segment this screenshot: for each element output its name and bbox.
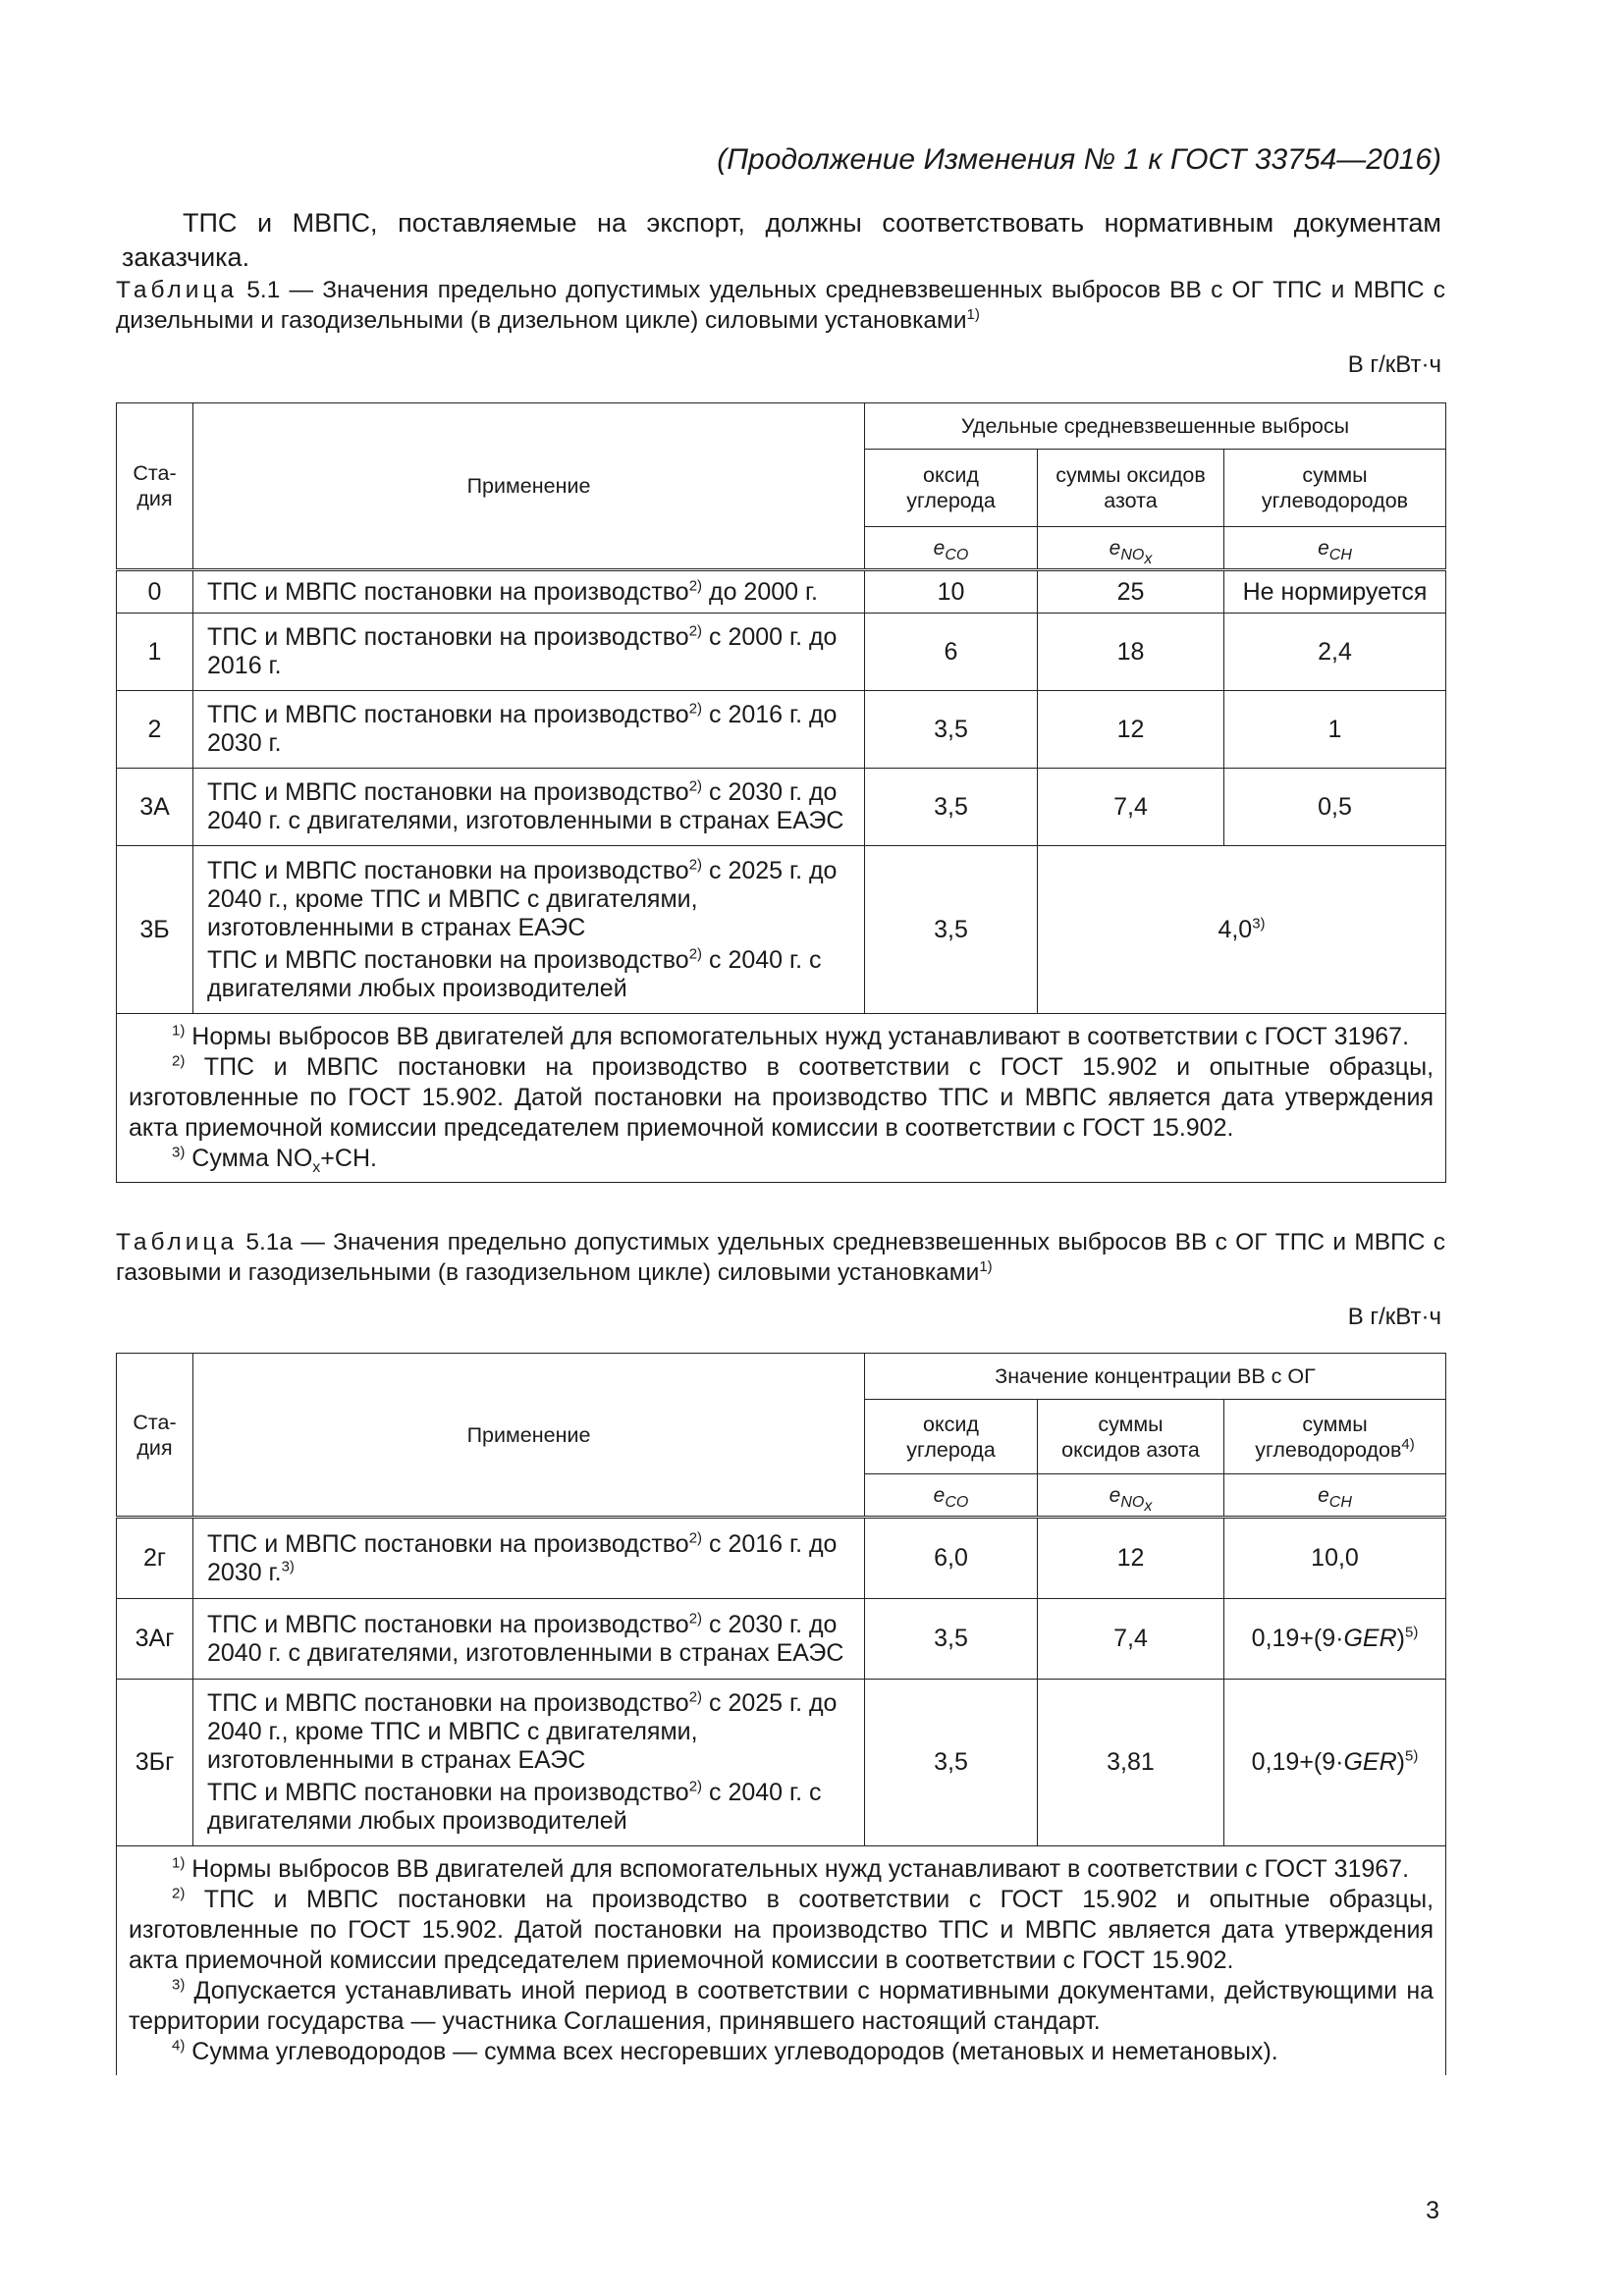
running-header: (Продолжение Изменения № 1 к ГОСТ 33754—2016) xyxy=(717,143,1441,176)
co-cell: 3,5 xyxy=(865,1599,1038,1680)
col-header-application: Применение xyxy=(193,403,865,570)
table-5-1 xyxy=(116,402,1446,1183)
table-row xyxy=(117,846,1446,1014)
col-header-group: Значение концентрации ВВ с ОГ xyxy=(865,1354,1446,1400)
col-header-co: оксид углерода xyxy=(865,1400,1038,1474)
co-cell: 6 xyxy=(865,614,1038,691)
table-5-1-caption: Таблица 5.1 — Значения предельно допустимых удельных средневзвешенных выбросов ВВ с ОГ ТПС и МВПС с дизельными и газодизельными (в дизельном цикле) силовыми установками$^{1)}$ xyxy=(116,277,1445,334)
application-cell: ТПС и МВПС постановки на производство$^{2)}$ до 2000 г. xyxy=(193,570,865,614)
footnote-1: $^{1)}$ Нормы выбросов ВВ двигателей для вспомогательных нужд устанавливают в соответствии с ГОСТ 31967. xyxy=(172,1854,1410,1883)
footnote-4: $^{4)}$ Сумма углеводородов — сумма всех несгоревших углеводородов (метановых и неметановых). xyxy=(172,2037,1278,2065)
table-row xyxy=(117,614,1446,691)
table-row xyxy=(117,1599,1446,1680)
table-row xyxy=(117,570,1446,614)
application-cell: ТПС и МВПС постановки на производство$^{2)}$ с 2025 г. до 2040 г., кроме ТПС и МВПС с двигателями, изготовленными в странах ЕАЭС ТПС и МВПС постановки на производство$^{2)}$ с 2040 г. с двигателями любых производителей xyxy=(193,846,865,1014)
ch-cell: 0,5 xyxy=(1224,769,1446,846)
application-cell: ТПС и МВПС постановки на производство$^{2)}$ с 2016 г. до 2030 г. xyxy=(193,691,865,769)
col-header-co: оксид углерода xyxy=(865,450,1038,527)
ch-cell: 10,0 xyxy=(1224,1518,1446,1599)
col-header-application: Применение xyxy=(193,1354,865,1518)
table-footnotes xyxy=(117,1846,1446,2076)
nox-cell: 7,4 xyxy=(1038,769,1224,846)
symbol-eco: $e_{CO}$ xyxy=(865,527,1038,570)
ch-cell: 2,4 xyxy=(1224,614,1446,691)
application-cell: ТПС и МВПС постановки на производство$^{2)}$ с 2030 г. до 2040 г. с двигателями, изготовленными в странах ЕАЭС xyxy=(193,1599,865,1680)
nox-cell: 12 xyxy=(1038,691,1224,769)
footnote-3: $^{3)}$ Сумма $NO_x+CH$. xyxy=(172,1144,377,1176)
co-cell: 3,5 xyxy=(865,1680,1038,1846)
co-cell: 3,5 xyxy=(865,769,1038,846)
col-header-stage: Ста- дия xyxy=(117,1354,193,1518)
nox-cell: 3,81 xyxy=(1038,1680,1224,1846)
ch-cell: Не нормируется xyxy=(1224,570,1446,614)
symbol-enox: $e_{NO_x}$ xyxy=(1038,527,1224,570)
col-header-group: Удельные средневзвешенные выбросы xyxy=(865,403,1446,450)
table-row xyxy=(117,769,1446,846)
symbol-ech: $e_{CH}$ xyxy=(1224,527,1446,570)
co-cell: 3,5 xyxy=(865,846,1038,1014)
col-header-nox: суммы оксидов азота xyxy=(1038,1400,1224,1474)
stage-cell: 3А xyxy=(117,769,193,846)
ch-cell: $0,19+(9\cdot GER)^{5)}$ xyxy=(1224,1680,1446,1846)
merged-nox-ch-cell: 4,0$^{3)}$ xyxy=(1038,846,1446,1014)
stage-cell: 3Бг xyxy=(117,1680,193,1846)
application-cell: ТПС и МВПС постановки на производство$^{2)}$ с 2030 г. до 2040 г. с двигателями, изготовленными в странах ЕАЭС xyxy=(193,769,865,846)
intro-paragraph: ТПС и МВПС, поставляемые на экспорт, должны соответствовать нормативным документам заказчика. xyxy=(122,208,1441,272)
page-number: 3 xyxy=(1426,2197,1439,2224)
col-header-nox: суммы оксидов азота xyxy=(1038,450,1224,527)
nox-cell: 18 xyxy=(1038,614,1224,691)
application-cell: ТПС и МВПС постановки на производство$^{2)}$ с 2000 г. до 2016 г. xyxy=(193,614,865,691)
symbol-eco: $e_{CO}$ xyxy=(865,1474,1038,1518)
stage-cell: 2г xyxy=(117,1518,193,1599)
stage-cell: 0 xyxy=(117,570,193,614)
footnote-2: $^{2)}$ ТПС и МВПС постановки на производство в соответствии с ГОСТ 15.902 и опытные образцы, изготовленные по ГОСТ 15.902. Датой постановки на производство ТПС и МВПС является дата утверждения акта приемочной комиссии председателем приемочной комиссии в соответствии с ГОСТ 15.902. xyxy=(129,1885,1435,1974)
table-5-1a-unit: В г/кВт·ч xyxy=(1347,1304,1441,1330)
col-header-ch: суммы углеводородов xyxy=(1224,450,1446,527)
table-row xyxy=(117,1518,1446,1599)
footnote-3: $^{3)}$ Допускается устанавливать иной период в соответствии с нормативными документами, действующими на территории государства — участника Соглашения, принявшего настоящий стандарт. xyxy=(129,1976,1435,2035)
table-5-1a-caption: Таблица 5.1а — Значения предельно допустимых удельных средневзвешенных выбросов ВВ с ОГ ТПС и МВПС с газовыми и газодизельными (в газодизельном цикле) силовыми установками$^{1)}$ xyxy=(116,1229,1445,1286)
table-5-1-unit: В г/кВт·ч xyxy=(1347,351,1441,378)
table-row xyxy=(117,691,1446,769)
stage-cell: 3Б xyxy=(117,846,193,1014)
col-header-ch: суммы углеводородов$^{4)}$ xyxy=(1224,1400,1446,1474)
footnote-2: $^{2)}$ ТПС и МВПС постановки на производство в соответствии с ГОСТ 15.902 и опытные образцы, изготовленные по ГОСТ 15.902. Датой постановки на производство ТПС и МВПС является дата утверждения акта приемочной комиссии председателем приемочной комиссии в соответствии с ГОСТ 15.902. xyxy=(129,1052,1435,1142)
application-cell: ТПС и МВПС постановки на производство$^{2)}$ с 2025 г. до 2040 г., кроме ТПС и МВПС с двигателями, изготовленными в странах ЕАЭС ТПС и МВПС постановки на производство$^{2)}$ с 2040 г. с двигателями любых производителей xyxy=(193,1680,865,1846)
stage-cell: 3Аг xyxy=(117,1599,193,1680)
table-footnotes xyxy=(117,1014,1446,1183)
ch-cell: $0,19+(9\cdot GER)^{5)}$ xyxy=(1224,1599,1446,1680)
symbol-ech: $e_{CH}$ xyxy=(1224,1474,1446,1518)
nox-cell: 25 xyxy=(1038,570,1224,614)
ch-cell: 1 xyxy=(1224,691,1446,769)
symbol-enox: $e_{NO_x}$ xyxy=(1038,1474,1224,1518)
co-cell: 3,5 xyxy=(865,691,1038,769)
nox-cell: 7,4 xyxy=(1038,1599,1224,1680)
stage-cell: 1 xyxy=(117,614,193,691)
co-cell: 10 xyxy=(865,570,1038,614)
table-5-1a xyxy=(116,1353,1446,2075)
table-row xyxy=(117,1680,1446,1846)
co-cell: 6,0 xyxy=(865,1518,1038,1599)
footnote-1: $^{1)}$ Нормы выбросов ВВ двигателей для вспомогательных нужд устанавливают в соответствии с ГОСТ 31967. xyxy=(172,1022,1410,1050)
application-cell: ТПС и МВПС постановки на производство$^{2)}$ с 2016 г. до 2030 г.$^{3)}$ xyxy=(193,1518,865,1599)
col-header-stage: Ста- дия xyxy=(117,403,193,570)
stage-cell: 2 xyxy=(117,691,193,769)
nox-cell: 12 xyxy=(1038,1518,1224,1599)
